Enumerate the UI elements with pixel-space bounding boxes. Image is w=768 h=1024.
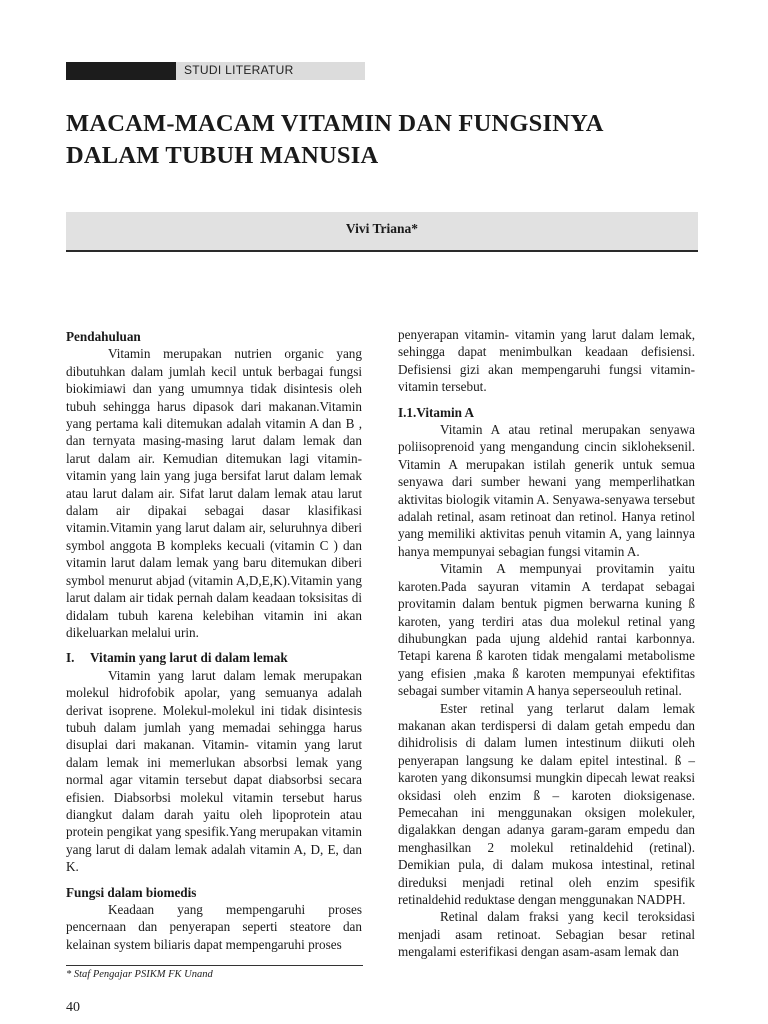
section1-number: I. (66, 650, 75, 666)
vitamin-a-paragraph-4: Retinal dalam fraksi yang kecil teroksidasi menjadi asam retinoat. Sebagian besar retinal mengalami esterifikasi dengan asam-asam lemak dan (398, 909, 695, 960)
section-bar-accent (66, 62, 176, 80)
vitamin-a-heading: I.1.Vitamin A (398, 404, 475, 420)
title-line-2: DALAM TUBUH MANUSIA (66, 142, 379, 169)
vitamin-a-paragraph-2: Vitamin A mempunyai provitamin yaitu karoten.Pada sayuran vitamin A terdapat sebagai provitamin dalam bentuk pigmen berwarna kuning ß karoten, yang terdiri atas dua molekul retinal yang dihubungkan pada ujung aldehid rantai karbonnya. Tetapi karena ß karoten tidak mengalami metabolisme yang efisien ,maka ß karoten mempunyai efektifitas sebagai sumber vitamin A hanya seperseouluh retinal. (398, 561, 695, 699)
continuation-paragraph: penyerapan vitamin- vitamin yang larut dalam lemak, sehingga dapat menimbulkan keadaan defisiensi. Defisiensi gizi akan mempengaruhi fungsi vitamin-vitamin tersebut. (398, 327, 695, 395)
biomedis-paragraph: Keadaan yang mempengaruhi proses pencernaan dan penyerapan seperti steatore dan kelainan system biliaris dapat mempengaruhi proses (66, 902, 362, 952)
biomedis-heading: Fungsi dalam biomedis (66, 884, 197, 900)
intro-heading: Pendahuluan (66, 329, 141, 344)
article-title (66, 108, 706, 172)
section1-paragraph: Vitamin yang larut dalam lemak merupakan molekul hidrofobik apolar, yang semuanya adalah derivat isoprene. Molekul-molekul ini tidak disintesis tubuh dalam jumlah yang memadai sehingga harus disuplai dari makanan. Vitamin- vitamin yang larut dalam lemak ini memerlukan absorbsi lemak yang normal agar vitamin tersebut dapat diabsorbsi secara efisien. Diabsorbsi molekul vitamin tersebut harus diangkut dalam darah yaitu oleh lipoprotein atau protein pengikat yang spesifik.Yang merupakan vitamin yang larut di dalam lemak adalah vitamin A, D, E, dan K. (66, 667, 362, 875)
section1-heading (66, 649, 362, 666)
author-name: Vivi Triana* (345, 221, 419, 236)
section1-title: Vitamin yang larut di dalam lemak (90, 650, 288, 666)
footnote-divider (66, 965, 363, 966)
footnote: * Staf Pengajar PSIKM FK Unand (66, 969, 213, 980)
left-column (66, 328, 362, 953)
right-column (398, 326, 695, 961)
title-line-1: MACAM-MACAM VITAMIN DAN FUNGSINYA (66, 110, 604, 137)
vitamin-a-paragraph-3: Ester retinal yang terlarut dalam lemak makanan akan terdispersi di dalam getah empedu dan dihidrolisis di dalam lumen intestinum diikuti oleh penyerapan langsung ke dalam epitel intestinal. ß – karoten yang dikonsumsi mungkin dipecah lewat reaksi oksidasi oleh enzim ß – karoten dioksigenase. Pemecahan ini menggunakan oksigen molekuler, digalakkan dengan adanya garam-garam empedu dan menghasilkan 2 molekul retinaldehid (retinal). Demikian pula, di dalam mukosa intestinal, retinal direduksi menjadi retinal oleh enzim spesifik retinaldehid reduktase dengan menggunakan NADPH. (398, 700, 695, 907)
section-label-bar (66, 62, 365, 80)
author-band (66, 212, 698, 252)
intro-paragraph: Vitamin merupakan nutrien organic yang dibutuhkan dalam jumlah kecil untuk berbagai fungsi biokimiawi dan yang umumnya tidak disintesis oleh tubuh sehingga harus dipasok dari makanan.Vitamin yang pertama kali ditemukan adalah vitamin A dan B , dan ternyata masing-masing larut dalam lemak dan larut dalam air. Kemudian ditemukan lagi vitamin-vitamin yang lain yang juga bersifat larut dalam lemak atau larut dalam air. Sifat larut dalam lemak atau larut dalam air dipakai sebagai dasar klasifikasi vitamin.Vitamin yang larut dalam air, seluruhnya diberi symbol anggota B kompleks kecuali (vitamin C ) dan vitamin larut dalam lemak yang baru ditemukan diberi symbol menurut abjad (vitamin A,D,E,K).Vitamin yang larut dalam air tidak pernah dalam keadaan toksisitas di didalam tubuh karena kelebihan vitamin ini akan dikeluarkan melalui urin. (66, 346, 362, 640)
section-label: STUDI LITERATUR (184, 63, 294, 77)
page-number: 40 (66, 1000, 80, 1015)
vitamin-a-paragraph-1: Vitamin A atau retinal merupakan senyawa poliisoprenoid yang mengandung cincin sikloheksenil. Vitamin A merupakan istilah generik untuk semua senyawa dari sumber hewani yang memperlihatkan aktivitas biologik vitamin A. Senyawa-senyawa tersebut adalah retinal, asam retinoat dan retinol. Hanya retinol yang memiliki aktivitas penuh vitamin A, yang lainnya hanya mempunyai sebagian fungsi vitamin A. (398, 422, 695, 559)
